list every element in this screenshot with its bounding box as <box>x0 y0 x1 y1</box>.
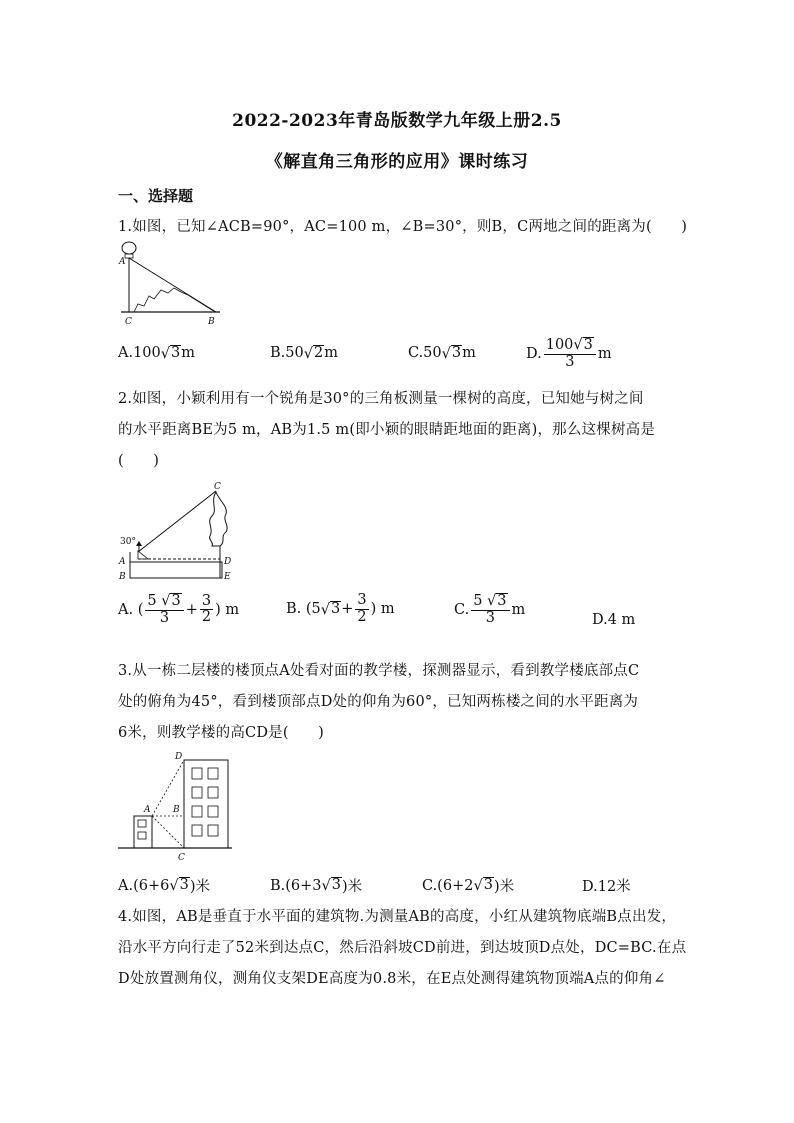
numerator: 3 <box>357 592 367 608</box>
question-3-line-1: 3.从一栋二层楼的楼顶点A处看对面的教学楼，探测器显示，看到教学楼底部点C <box>118 663 640 679</box>
option-1a[interactable] <box>118 345 195 362</box>
building-window <box>192 825 202 836</box>
radicand: 2 <box>313 345 324 361</box>
option-text: A.(6+6 <box>118 877 170 894</box>
option-text: B.50 <box>270 345 304 362</box>
option-text: D.12米 <box>582 879 631 895</box>
num-coef: 5 <box>147 593 157 609</box>
option-text: m <box>181 345 195 362</box>
sqrt-sign: √ 2 <box>303 345 324 362</box>
section-heading-choice: 一、选择题 <box>118 187 194 205</box>
small-building-window <box>138 832 146 839</box>
question-3-line-2: 处的俯角为45°，看到楼顶部点D处的仰角为60°，已知两栋楼之间的水平距离为 <box>118 694 639 710</box>
option-text: m <box>324 345 338 362</box>
question-2-line-3: ( ) <box>118 453 160 469</box>
balloon-shape <box>122 242 136 254</box>
option-text: B. (5 <box>286 601 321 618</box>
option-text: C.(6+2 <box>422 877 474 894</box>
option-1d[interactable] <box>526 337 612 371</box>
numerator: 3 <box>201 592 212 609</box>
label-angle-30: 30° <box>120 537 136 547</box>
page-title-line-2: 《解直角三角形的应用》课时练习 <box>265 152 529 172</box>
question-1-text: 1.如图，已知∠ACB=90°，AC=100 m，∠B=30°，则B，C两地之间的距离为( ) <box>118 219 688 235</box>
question-3-figure <box>116 750 236 862</box>
option-text: m <box>511 601 526 618</box>
teaching-building <box>184 760 228 848</box>
sqrt-sign: √ 3 <box>320 600 341 618</box>
option-1c[interactable] <box>408 345 476 362</box>
label-b: B <box>173 805 180 815</box>
option-2c[interactable] <box>454 593 525 627</box>
option-3d[interactable] <box>582 875 631 896</box>
denominator: 3 <box>485 609 495 626</box>
small-building-window <box>138 820 146 827</box>
question-3-line-3: 6米，则教学楼的高CD是( ) <box>118 725 324 741</box>
denominator: 3 <box>159 609 170 626</box>
option-text: C. <box>454 601 470 618</box>
option-text: B.(6+3 <box>270 877 322 894</box>
option-text: m <box>462 345 476 362</box>
mountain-outline <box>134 288 216 312</box>
building-window <box>208 825 218 836</box>
denominator: 2 <box>201 609 212 626</box>
numerator: 5 √ 3 <box>145 593 183 611</box>
label-d: D <box>175 752 183 762</box>
fraction <box>471 593 509 627</box>
radicand: 3 <box>331 877 342 894</box>
option-text: ) m <box>370 601 395 618</box>
building-window <box>192 806 202 817</box>
question-2-line-2: 的水平距离BE为5 m，AB为1.5 m(即小颖的眼睛距地面的距离)，那么这棵树高是 <box>118 422 656 438</box>
label-b: B <box>208 317 215 327</box>
building-window <box>208 806 218 817</box>
question-2-figure <box>116 480 246 585</box>
question-3-options <box>118 875 698 905</box>
ground-block <box>130 562 222 578</box>
option-text: )米 <box>342 879 363 895</box>
plus-sign: + <box>341 601 354 618</box>
label-a: A <box>119 257 126 267</box>
fraction <box>355 593 368 626</box>
label-a: A <box>119 557 126 567</box>
sqrt-sign: √ 3 <box>160 345 181 362</box>
sight-line-ac <box>138 491 216 552</box>
option-3b[interactable] <box>270 875 362 896</box>
option-2a[interactable] <box>118 593 239 627</box>
plus-sign: + <box>185 601 198 618</box>
option-text: m <box>597 345 612 362</box>
sqrt-sign: √ 3 <box>321 877 342 894</box>
question-4-line-2: 沿水平方向行走了52米到达点C，然后沿斜坡CD前进，到达坡顶D点处，DC=BC.在点 <box>118 940 687 956</box>
numerator: 5 √ 3 <box>471 593 509 611</box>
option-text: D.4 m <box>592 612 636 628</box>
fraction <box>145 593 183 627</box>
radicand: 3 <box>483 877 493 894</box>
label-d: D <box>224 557 232 567</box>
numerator: 100 √ 3 <box>544 337 596 355</box>
label-b: B <box>119 572 126 582</box>
denominator: 3 <box>565 353 575 370</box>
option-3c[interactable] <box>422 875 514 896</box>
question-2-options <box>118 592 698 633</box>
radicand: 3 <box>179 877 189 894</box>
radicand: 3 <box>583 337 593 353</box>
label-c: C <box>214 482 221 492</box>
label-a: A <box>144 805 151 815</box>
fraction <box>200 594 213 627</box>
building-window <box>208 787 218 798</box>
sqrt-sign: √ 3 <box>473 877 493 894</box>
building-window <box>192 768 202 779</box>
building-window <box>192 787 202 798</box>
denominator: 2 <box>357 608 367 625</box>
question-4-line-3: D处放置测角仪，测角仪支架DE高度为0.8米，在E点处测得建筑物顶端A点的仰角∠ <box>118 971 666 987</box>
balloon-basket <box>125 254 133 258</box>
radicand: 3 <box>171 593 181 609</box>
radicand: 3 <box>331 600 341 617</box>
question-1-figure <box>116 238 226 328</box>
option-text: A.100 <box>118 345 161 362</box>
option-2b[interactable] <box>286 593 395 626</box>
question-1-options <box>118 337 698 375</box>
tree-outline <box>210 492 228 546</box>
option-text: )米 <box>189 879 210 895</box>
option-text: ) m <box>215 601 240 618</box>
radicand: 3 <box>451 345 462 361</box>
label-c: C <box>125 317 132 327</box>
question-4-line-1: 4.如图，AB是垂直于水平面的建筑物.为测量AB的高度，小红从建筑物底端B点出发， <box>118 909 677 925</box>
set-square <box>138 551 148 559</box>
sqrt-sign: √ 3 <box>441 345 462 362</box>
building-window <box>208 768 218 779</box>
option-text: D. <box>526 345 542 362</box>
question-2-line-1: 2.如图，小颖利用有一个锐角是30°的三角板测量一棵树的高度，已知她与树之间 <box>118 391 644 407</box>
option-text: A. ( <box>118 601 144 618</box>
option-1b[interactable] <box>270 345 338 362</box>
fraction <box>544 337 596 371</box>
label-c: C <box>178 853 185 863</box>
page-title-line-1: 2022-2023年青岛版数学九年级上册2.5 <box>232 111 562 131</box>
num-coef: 5 <box>473 593 483 609</box>
radicand: 3 <box>171 345 181 361</box>
sqrt-sign: √ 3 <box>169 877 189 894</box>
option-text: C.50 <box>408 345 442 362</box>
label-e: E <box>224 572 231 582</box>
num-coef: 100 <box>545 337 574 353</box>
arrow-head-icon <box>136 541 142 546</box>
option-2d[interactable] <box>592 612 635 628</box>
option-3a[interactable] <box>118 875 210 896</box>
sight-line-ac <box>152 816 184 848</box>
radicand: 3 <box>497 593 507 609</box>
option-text: )米 <box>493 879 515 895</box>
